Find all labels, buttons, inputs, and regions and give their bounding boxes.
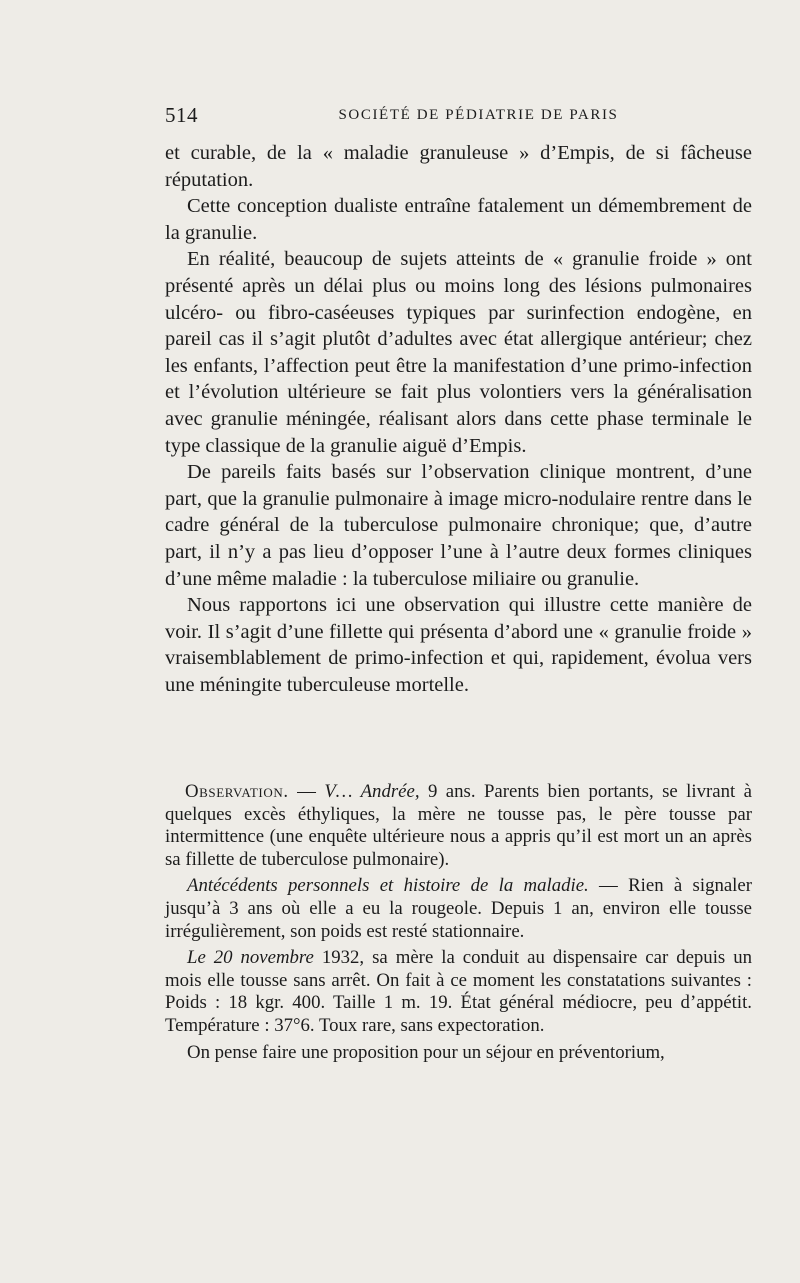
paragraph-observation-intro: Nous rapportons ici une observation qui illustre cette manière de voir. Il s’agit d’une fillette qui présenta d’abord une « granulie froide » vraisemblablement de primo-infection et qui, rapidement, évolua vers une méningite tuberculeuse mortelle. [165, 594, 752, 696]
page-header [165, 103, 752, 131]
preventorium-paragraph: On pense faire une proposition pour un séjour en préventorium, [187, 1041, 665, 1063]
paragraph-clinical-facts: De pareils faits basés sur l’observation clinique montrent, d’une part, que la granulie pulmonaire à image micro-nodulaire rentre dans le cadre général de la tuberculose pulmonaire chronique; que, d’autre part, il n’y a pas lieu d’opposer l’une à l’autre deux formes cliniques d’une même maladie : la tuberculose miliaire ou granulie. [165, 461, 752, 590]
history-paragraph [165, 875, 752, 943]
history-text: — Rien à signaler jusqu’à 3 ans où elle a eu la rougeole. Depuis 1 an, environ elle tousse irrégulièrement, son poids est resté stationnaire. [165, 875, 752, 942]
paragraph-reality: En réalité, beaucoup de sujets atteints de « granulie froide » ont présenté après un délai plus ou moins long des lésions pulmonaires ulcéro- ou fibro-caséeuses typiques par surinfection endogène, en pareil cas il s’agit plutôt d’adultes avec état allergique antérieur; chez les enfants, l’affection peut être la manifestation d’une primo-infection et l’évolution ultérieure se fait plus volontiers vers la généralisation avec granulie méningée, réalisant alors dans cette phase terminale le type classique de la granulie aiguë d’Empis. [165, 248, 752, 457]
date-heading: Le 20 novembre [187, 947, 314, 969]
observation-paragraph [165, 781, 752, 871]
paragraph-dualist-conception: Cette conception dualiste entraîne fatalement un démembrement de la granulie. [165, 195, 752, 244]
november-text: 1932, sa mère la conduit au dispensaire car depuis un mois elle tousse sans arrêt. On fait à ce moment les constatations suivantes : Poids : 18 kgr. 400. Taille 1 m. 19. État général médiocre, peu d’appétit. Température : 37°6. Toux rare, sans expectoration. [165, 947, 752, 1036]
november-paragraph [165, 947, 752, 1037]
observation-text: 9 ans. Parents bien portants, se livrant à quelques excès éthyliques, la mère ne tousse pas, le père tousse par intermittence (une enquête ultérieure nous a appris qu’il est mort un an après sa fillette de tuberculose pulmonaire). [165, 781, 752, 870]
observation-section [165, 781, 752, 1068]
page-number: 514 [165, 103, 198, 127]
history-heading: Antécédents personnels et histoire de la maladie. [187, 875, 589, 897]
running-title: SOCIÉTÉ DE PÉDIATRIE DE PARIS [338, 107, 619, 123]
paragraph-continuation: et curable, de la « maladie granuleuse » d’Empis, de si fâcheuse réputation. [165, 142, 752, 191]
observation-dash: — [288, 781, 325, 802]
observation-label: Observation. [185, 781, 289, 802]
patient-name: V… Andrée, [324, 781, 420, 802]
main-text [165, 140, 752, 698]
